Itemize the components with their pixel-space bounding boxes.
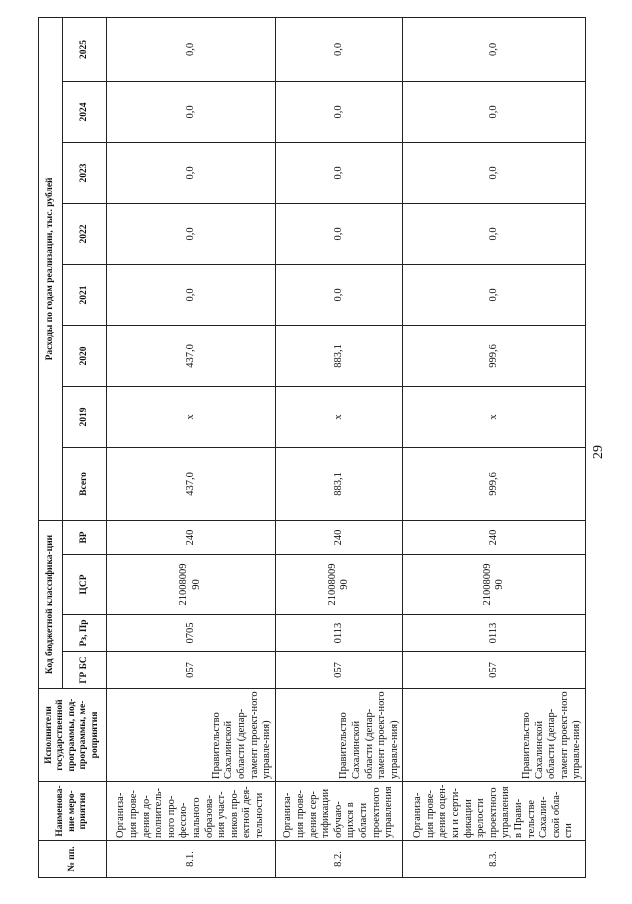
row-year-value: x — [403, 386, 586, 447]
row-csr: 21008009 90 — [403, 555, 586, 615]
row-year-value: 0,0 — [107, 81, 276, 142]
row-year-value: 0,0 — [403, 264, 586, 325]
row-year-value: x — [275, 386, 402, 447]
table-row — [403, 17, 586, 877]
row-year-value: 999,6 — [403, 325, 586, 386]
row-year-value: x — [107, 386, 276, 447]
budget-table — [38, 17, 586, 878]
row-grbs: 057 — [403, 652, 586, 689]
page-number: 29 — [591, 445, 606, 459]
row-year-value: 0,0 — [275, 203, 402, 264]
row-year-value: 0,0 — [275, 17, 402, 81]
row-grbs: 057 — [275, 652, 402, 689]
row-rzpr: 0705 — [107, 615, 276, 652]
row-year-value: 0,0 — [107, 17, 276, 81]
row-year-value: 0,0 — [403, 203, 586, 264]
header-csr: ЦСР — [63, 555, 107, 615]
row-name: Организа-ция прове-дения сер-тификации обучаю-щихся в области проектного управления — [275, 782, 402, 841]
table-row — [275, 17, 402, 877]
row-num: 8.3. — [403, 841, 586, 878]
row-year-value: 0,0 — [403, 17, 586, 81]
header-vr: ВР — [63, 520, 107, 554]
header-year: 2023 — [63, 142, 107, 203]
header-num: № пп. — [39, 841, 107, 878]
row-year-value: 0,0 — [107, 264, 276, 325]
header-total: Всего — [63, 447, 107, 520]
header-year: 2025 — [63, 17, 107, 81]
row-year-value: 883,1 — [275, 325, 402, 386]
row-year-value: 0,0 — [275, 142, 402, 203]
row-year-value: 0,0 — [403, 81, 586, 142]
row-year-value: 0,0 — [403, 142, 586, 203]
row-year-value: 0,0 — [275, 264, 402, 325]
row-total: 999,6 — [403, 447, 586, 520]
row-executor: Правительство Сахалинской области (депар-тамент проект-ного управле-ния) — [275, 689, 402, 782]
row-year-value: 0,0 — [107, 203, 276, 264]
header-executor: Исполнители государственной программы, под-программы, ме-роприятия — [39, 689, 107, 782]
row-executor: Правительство Сахалинской области (депар-тамент проект-ного управле-ния) — [403, 689, 586, 782]
row-vr: 240 — [107, 520, 276, 554]
row-num: 8.1. — [107, 841, 276, 878]
header-expenses: Расходы по годам реализации, тыс. рублей — [39, 17, 63, 520]
header-year: 2019 — [63, 386, 107, 447]
header-year: 2020 — [63, 325, 107, 386]
header-year: 2024 — [63, 81, 107, 142]
row-total: 883,1 — [275, 447, 402, 520]
header-grbs: ГР БС — [63, 652, 107, 689]
row-rzpr: 0113 — [403, 615, 586, 652]
header-year: 2021 — [63, 264, 107, 325]
row-year-value: 0,0 — [275, 81, 402, 142]
row-grbs: 057 — [107, 652, 276, 689]
row-total: 437,0 — [107, 447, 276, 520]
header-budget-code: Код бюджетной классифика-ции — [39, 520, 63, 688]
row-num: 8.2. — [275, 841, 402, 878]
row-name: Организа-ция прове-дения оцен-ки и серти-фикации зрелости проектного управления в Прави-тельстве Сахалин-ской обла-сти — [403, 782, 586, 841]
row-rzpr: 0113 — [275, 615, 402, 652]
rotated-table-container — [38, 18, 586, 878]
row-csr: 21008009 90 — [107, 555, 276, 615]
header-year: 2022 — [63, 203, 107, 264]
row-csr: 21008009 90 — [275, 555, 402, 615]
table-row — [107, 17, 276, 877]
header-rzpr: Рз, Пр — [63, 615, 107, 652]
row-vr: 240 — [275, 520, 402, 554]
row-year-value: 437,0 — [107, 325, 276, 386]
row-name: Организа-ция прове-дения до-полнитель-ного про-фессио-нального образова-ния участ-ников про-ектной дея-тельности — [107, 782, 276, 841]
row-executor: Правительство Сахалинской области (депар-тамент проект-ного управле-ния) — [107, 689, 276, 782]
row-year-value: 0,0 — [107, 142, 276, 203]
row-vr: 240 — [403, 520, 586, 554]
header-name: Наименова-ние меро-приятия — [39, 782, 107, 841]
